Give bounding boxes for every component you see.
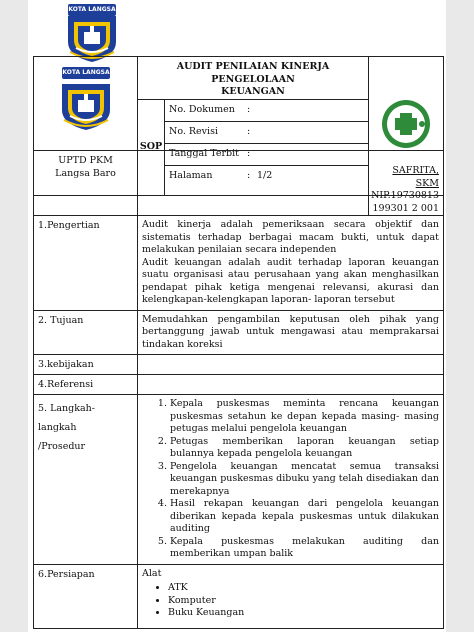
pengertian-paragraph-2: Audit keuangan adalah audit terhadap laporan keuangan suatu organisasi atau perusahaan yang akan menghasilkan pendapat pihak ketiga mengenai relevansi, akurasi dan kelengkapan-kelengkapan laporan- laporan tersebut [142, 256, 439, 305]
list-item: 3. Pengelola keuangan mencatat semua transaksi keuangan puskesmas dibuku yang telah disediakan dan merekapnya [170, 461, 439, 499]
meta-value-norev [253, 122, 368, 144]
meta-sep: : [247, 148, 251, 159]
meta-value-nodok [253, 100, 368, 122]
org-unit-cell [34, 151, 138, 216]
list-item: • ATK [168, 582, 439, 595]
signer-name: SAFRITA, SKM [392, 165, 439, 189]
list-item: • Komputer [168, 595, 439, 608]
meta-label-nodok: No. Dokumen [169, 103, 235, 115]
tujuan-row [34, 310, 444, 355]
list-item: 1. Kepala puskesmas meminta rencana keuangan puskesmas setahun ke depan kepada masing- masing petugas melalui pengelola keuangan [170, 398, 439, 436]
procedure-list [142, 398, 439, 561]
list-item: 2. Petugas memberikan laporan keuangan setiap bulannya kepada pengelola keuangan [170, 436, 439, 461]
org-unit-line-2: Langsa Baro [55, 167, 116, 179]
langkah-label-3: /Prosedur [38, 441, 86, 452]
persiapan-heading: Alat [142, 567, 162, 579]
referensi-content [138, 375, 444, 395]
langkah-label [34, 395, 138, 565]
meta-sep: : [247, 126, 251, 137]
top-logo [60, 2, 124, 62]
persiapan-row [34, 564, 444, 628]
list-item: 4. Hasil rekapan keuangan dari pengelola keuangan diberikan kepada kepala puskesmas untuk dilakukan auditing [170, 498, 439, 536]
signer-cell [369, 151, 444, 216]
meta-sep: : [247, 103, 251, 115]
list-item: • Buku Keuangan [168, 607, 439, 620]
header-logo [54, 65, 118, 137]
org-unit-line-1: UPTD PKM [58, 155, 113, 166]
sop-label: SOP [138, 99, 165, 195]
sop-body-table [33, 150, 444, 629]
persiapan-content [138, 564, 444, 628]
persiapan-label: 6.Persiapan [34, 564, 138, 628]
header-logo-banner: KOTA LANGSA [62, 67, 110, 79]
title-line-2: KEUANGAN [221, 86, 285, 97]
kebijakan-row [34, 355, 444, 375]
kebijakan-content [138, 355, 444, 375]
pengertian-label: 1.Pengertian [34, 216, 138, 311]
tujuan-content: Memudahkan pengambilan keputusan oleh pihak yang bertanggung jawab untuk mengawasi atau memprakarsai tindakan koreksi [138, 310, 444, 355]
meta-label-norev: No. Revisi [169, 126, 218, 137]
pengertian-paragraph-1: Audit kinerja adalah pemeriksaan secara objektif dan sistematis terhadap berbagai macam bukti, untuk dapat melakukan penilaian secara independen [142, 219, 439, 255]
signer-nip-2: 199301 2 001 [372, 202, 439, 214]
langkah-label-2: langkah [38, 422, 77, 433]
meta-value-halaman: 1/2 [257, 170, 273, 181]
referensi-row [34, 375, 444, 395]
document-page [28, 0, 446, 632]
equipment-list [142, 582, 439, 620]
pengertian-row [34, 216, 444, 311]
pengertian-content [138, 216, 444, 311]
meta-sep: : [247, 170, 251, 181]
referensi-label: 4.Referensi [34, 375, 138, 395]
kebijakan-label: 3.kebijakan [34, 355, 138, 375]
langkah-content [138, 395, 444, 565]
meta-label-tanggal: Tanggal Terbit [169, 148, 239, 159]
langkah-label-1: 5. Langkah- [38, 403, 96, 414]
org-row [34, 151, 444, 216]
langkah-row [34, 395, 444, 565]
document-title [138, 57, 369, 100]
signer-nip-1: NIP.19730813 [371, 190, 439, 201]
health-cross-icon [369, 94, 444, 154]
list-item: 5. Kepala puskesmas melakukan auditing dan memberikan umpan balik [170, 536, 439, 561]
meta-label-halaman: Halaman [169, 170, 213, 181]
top-logo-banner: KOTA LANGSA [68, 4, 116, 16]
title-line-1: AUDIT PENILAIAN KINERJA PENGELOLAAN [176, 61, 330, 85]
tujuan-label: 2. Tujuan [34, 310, 138, 355]
city-emblem-icon [54, 75, 118, 137]
org-blank-cell [138, 151, 369, 216]
